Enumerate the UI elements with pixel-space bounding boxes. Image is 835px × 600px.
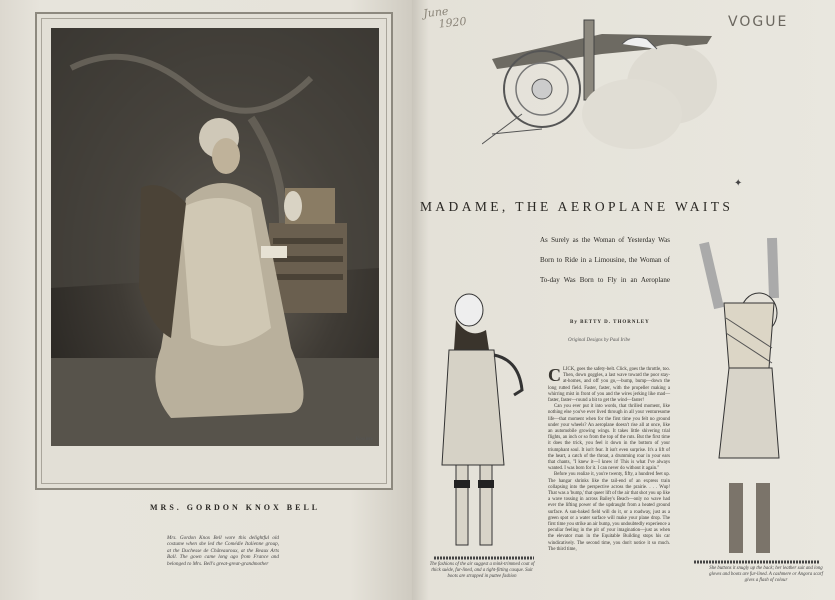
aviatrix-figure-right [694, 228, 819, 568]
masthead: VOGUE [728, 14, 789, 30]
portrait-illustration [51, 28, 379, 446]
byline: By BETTY D. THORNLEY [570, 320, 650, 325]
handwritten-date: June 1920 [422, 4, 468, 31]
article-body: C LICK, goes the safety-belt. Click, goes the throttle, too. Then, down goggles, a last wave toward the poor stay-at-homes, and off you go,—bump, bump—down the long rutted field. Faster, faster, with the propeller making a whirring mist in front of you and the wires jerking like mad—faster, faster—round a bit to get the wind—faster! Can you ever put it into words, that thrilled moment, like nothing else you've ever lived through in all your venturesome life—that moment when for the first time you felt no ground under your wheels? An aeroplane doesn't rise all at once, like an automobile growing wings. It takes little shivering trial flights, an inch or so from the top of the ruts. But the first time it does the trick, you feel it down in the bottom of your triumphant soul. It isn't fear. It isn't even surprise. It's a lift of the heart, a catch of the throat, a drumming roar in your ears that chants, "I knew it—I knew it! This is what I've always wanted. I was born for it. I can never do without it again." Before you realize it, you're twenty, fifty, a hundred feet up. The hangar shrinks like the tail-end of an express train collapsing into the perspective across the prairie. . . . Wup! That was a 'bump,' that queer lift of the air that shot you up like a wave tossing in across Bailey's Beach—only no wave had ever the lifting power of the updraught from a heated ground surface. A sun-baked field will do it, or a roadway, just as a green spot or a water surface will make your plane drop. The first time you strike an air bump, you undoubtedly experience a peculiar feeling in the pit of your imagination—just as when the elevator man in the Equitable Building stops his car windicatively. The second time, you don't notice it so much. The third time, [548, 365, 670, 552]
figure-caption-left: The fashions of the air suggest a mink-trimmed coat of thick suède, fur-lined, and a tight-fitting casque. Suit boots are strapped in puttee fashion [429, 562, 535, 579]
photo-caption: Mrs. Gordon Knox Bell wore this delightful old costume when she led the Comédie Italienne group, at the Duchesse de Châteauroux, at the Beaux Arts Ball. The gown came long ago from France and belonged to Mrs. Bell's great-great-grandmother [167, 535, 279, 567]
bird-ornament-icon: ✦ [734, 178, 743, 189]
aviatrix-figure-left [434, 290, 534, 560]
caption-title: MRS. GORDON KNOX BELL [150, 503, 321, 512]
designs-credit: Original Designs by Paul Iribe [568, 338, 631, 343]
left-page [0, 0, 412, 600]
photo-frame [35, 12, 393, 490]
figure-caption-right: She buttons it snugly up the back; her leather suit and long gloves and boots are fur-lined. A cashmere or Angora scarf gives a flash of colour [709, 566, 823, 583]
photo-credit: Kesslere [355, 437, 373, 442]
headline: MADAME, THE AEROPLANE WAITS [420, 199, 734, 214]
aeroplane-illustration [482, 14, 732, 164]
drop-cap: C [548, 365, 561, 385]
portrait-photo [51, 28, 379, 446]
right-page [412, 0, 835, 600]
subhead: As Surely as the Woman of Yesterday Was Born to Ride in a Limousine, the Woman of To-day Was Born to Fly in an Aeroplane [540, 236, 670, 284]
